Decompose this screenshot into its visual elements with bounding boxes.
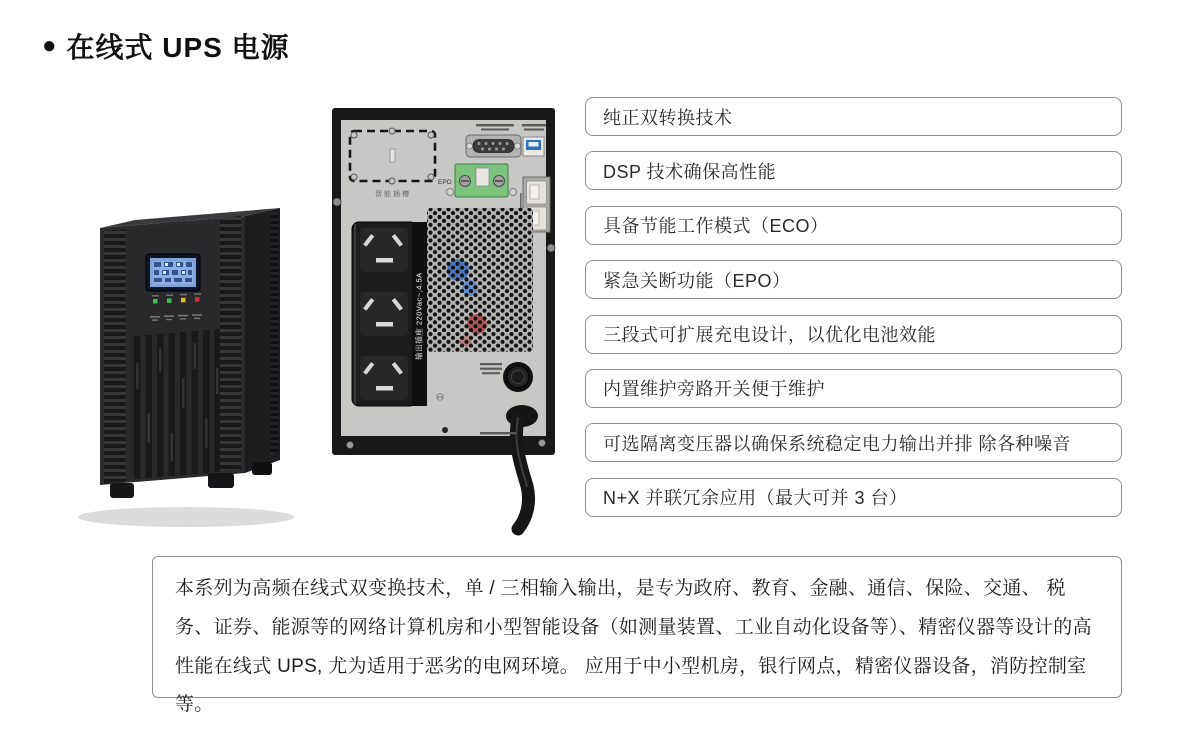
led-green-2 bbox=[167, 298, 172, 303]
ups-back-photo bbox=[320, 98, 562, 536]
usb-port bbox=[523, 137, 544, 156]
fan-vent-grid bbox=[427, 208, 533, 352]
feature-item-7 bbox=[585, 423, 1122, 462]
slot-label: 智能插槽 bbox=[375, 191, 411, 198]
led-yellow bbox=[181, 298, 186, 303]
feature-item-6-label: 内置维护旁路开关便于维护 bbox=[603, 379, 825, 400]
front-left-vents bbox=[104, 229, 126, 483]
shadow bbox=[78, 507, 294, 527]
feature-item-5-label: 三段式可扩展充电设计，以优化电池效能 bbox=[603, 325, 936, 346]
socket-3 bbox=[360, 356, 408, 400]
feature-item-7-label: 可选隔离变压器以确保系统稳定电力输出并排 除各种噪音 bbox=[603, 433, 1071, 454]
ups-front-photo bbox=[58, 183, 308, 535]
feature-item-4 bbox=[585, 260, 1122, 299]
feature-item-1 bbox=[585, 97, 1122, 136]
front-right-vents bbox=[220, 216, 241, 471]
led-red bbox=[195, 297, 200, 302]
epo-label: EPO bbox=[438, 179, 452, 186]
feature-list bbox=[585, 97, 1122, 517]
feature-item-5 bbox=[585, 315, 1122, 354]
output-rating-label: 输出插座 220Vac~,4.5A bbox=[414, 272, 424, 360]
feature-item-8 bbox=[585, 478, 1122, 517]
feature-item-3 bbox=[585, 206, 1122, 245]
breaker-label bbox=[480, 363, 502, 374]
socket-2 bbox=[360, 292, 408, 336]
feature-item-1-label: 纯正双转换技术 bbox=[603, 107, 733, 128]
feature-item-3-label: 具备节能工作模式（ECO） bbox=[603, 216, 829, 237]
page-title-text: 在线式 UPS 电源 bbox=[66, 32, 290, 63]
page-title bbox=[42, 26, 290, 66]
product-description-text: 本系列为高频在线式双变换技术，单 / 三相输入输出，是专为政府、教育、金融、通信、保险、交通、 税务、证券、能源等的网络计算机房和小型智能设备（如测量装置、工业自动化设备等）、精密仪器等设计的高性能在线式 UPS, 尤为适用于恶劣的电网环境。 应用于中小型机房，银行网点，精密仪器设备，消防控制室等。 bbox=[175, 578, 1092, 716]
foot-side bbox=[252, 462, 272, 475]
epo-terminal-block bbox=[447, 164, 517, 197]
output-socket-block bbox=[352, 222, 427, 406]
socket-1 bbox=[360, 228, 408, 272]
lcd-display bbox=[146, 254, 200, 291]
feature-item-8-label: N+X 并联冗余应用（最大可并 3 台） bbox=[603, 488, 908, 509]
feature-item-2 bbox=[585, 151, 1122, 190]
cable-label bbox=[480, 432, 516, 434]
feature-item-6 bbox=[585, 369, 1122, 408]
side-vents bbox=[270, 211, 278, 455]
bullet-icon: ● bbox=[42, 32, 57, 59]
product-description-box bbox=[152, 556, 1122, 716]
led-green-1 bbox=[153, 299, 158, 304]
foot-left bbox=[110, 483, 134, 498]
feature-item-4-label: 紧急关断功能（EPO） bbox=[603, 270, 791, 291]
foot-right bbox=[208, 473, 234, 488]
feature-item-2-label: DSP 技术确保高性能 bbox=[603, 161, 777, 182]
serial-db9-port bbox=[466, 135, 521, 157]
